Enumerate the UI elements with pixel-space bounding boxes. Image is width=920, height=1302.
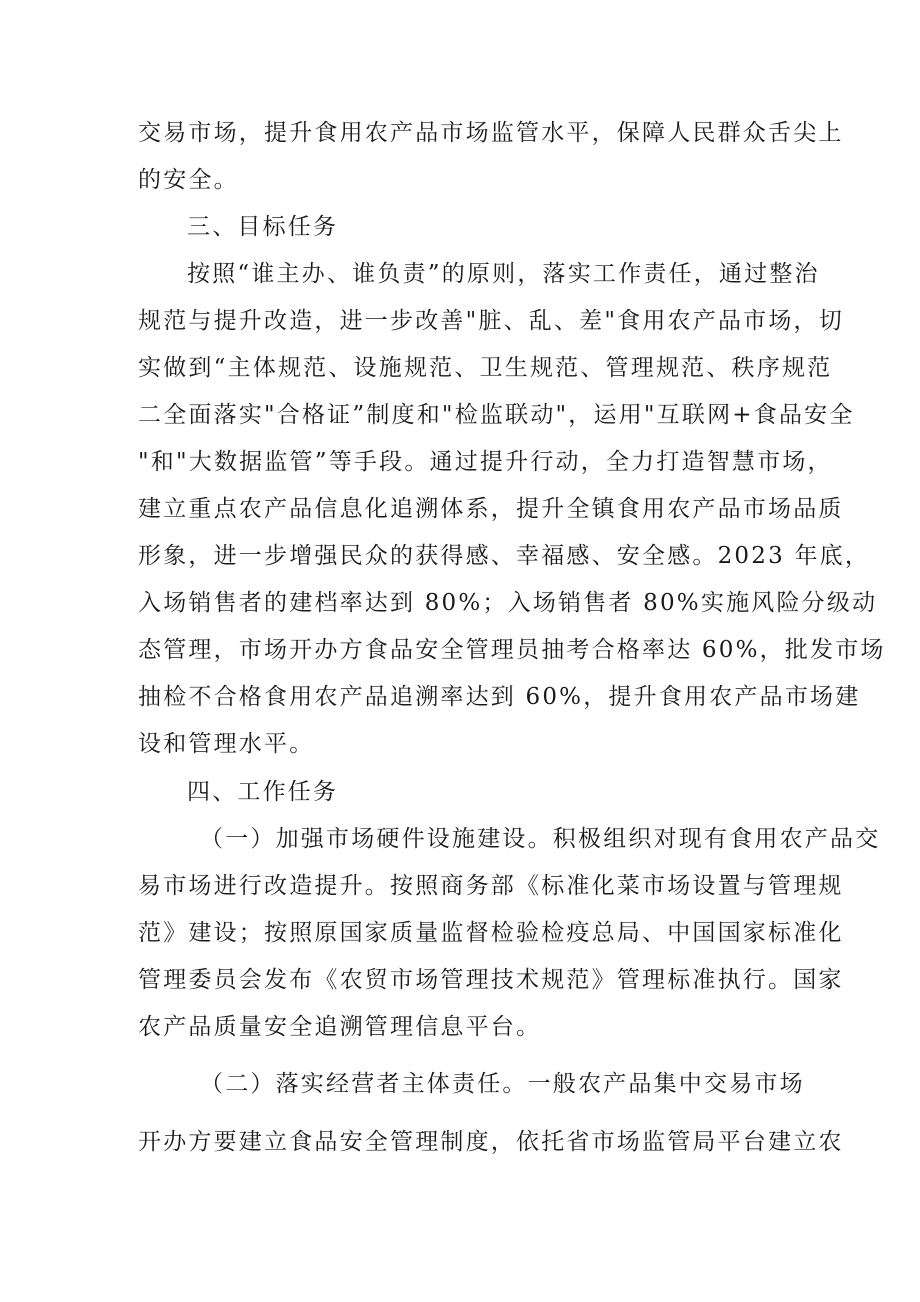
section-heading-tasks: 四、工作任务 xyxy=(187,779,339,805)
paragraph-line: 二全面落实"合格证”制度和"检监联动"，运用"互联网+食品安全 xyxy=(138,402,855,428)
paragraph-line: 设和管理水平。 xyxy=(138,731,315,757)
paragraph-line: 按照“谁主办、谁负责”的原则，落实工作责任，通过整治 xyxy=(187,261,820,287)
paragraph-line: 农产品质量安全追溯管理信息平台。 xyxy=(138,1014,542,1040)
paragraph-line: 建立重点农产品信息化追溯体系，提升全镇食用农产品市场品质 xyxy=(138,496,844,522)
paragraph-line: 易市场进行改造提升。按照商务部《标准化菜市场设置与管理规 xyxy=(138,873,844,899)
paragraph-line: 态管理，市场开办方食品安全管理员抽考合格率达 60%，批发市场 xyxy=(138,637,886,663)
paragraph-line: 实做到“主体规范、设施规范、卫生规范、管理规范、秩序规范 xyxy=(138,355,833,381)
paragraph-line: 入场销售者的建档率达到 80%；入场销售者 80%实施风险分级动 xyxy=(138,590,878,616)
paragraph-line: 的安全。 xyxy=(138,167,239,193)
paragraph-line: 形象，进一步增强民众的获得感、幸福感、安全感。2023 年底， xyxy=(138,543,871,569)
paragraph-line: 开办方要建立食品安全管理制度，依托省市场监管局平台建立农 xyxy=(138,1129,844,1155)
paragraph-line: 规范与提升改造，进一步改善"脏、乱、差"食用农产品市场，切 xyxy=(138,308,844,334)
paragraph-line: 管理委员会发布《农贸市场管理技术规范》管理标准执行。国家 xyxy=(138,967,844,993)
paragraph-line: "和"大数据监管”等手段。通过提升行动，全力打造智慧市场， xyxy=(138,449,833,475)
paragraph-line: （一）加强市场硬件设施建设。积极组织对现有食用农产品交 xyxy=(200,826,881,852)
section-heading-goals: 三、目标任务 xyxy=(187,214,339,240)
paragraph-line: 范》建设；按照原国家质量监督检验检疫总局、中国国家标准化 xyxy=(138,920,844,946)
paragraph-line: 交易市场，提升食用农产品市场监管水平，保障人民群众舌尖上 xyxy=(138,120,844,146)
paragraph-line: 抽检不合格食用农产品追溯率达到 60%，提升食用农产品市场建 xyxy=(138,684,861,710)
paragraph-line: （二）落实经营者主体责任。一般农产品集中交易市场 xyxy=(200,1071,805,1097)
